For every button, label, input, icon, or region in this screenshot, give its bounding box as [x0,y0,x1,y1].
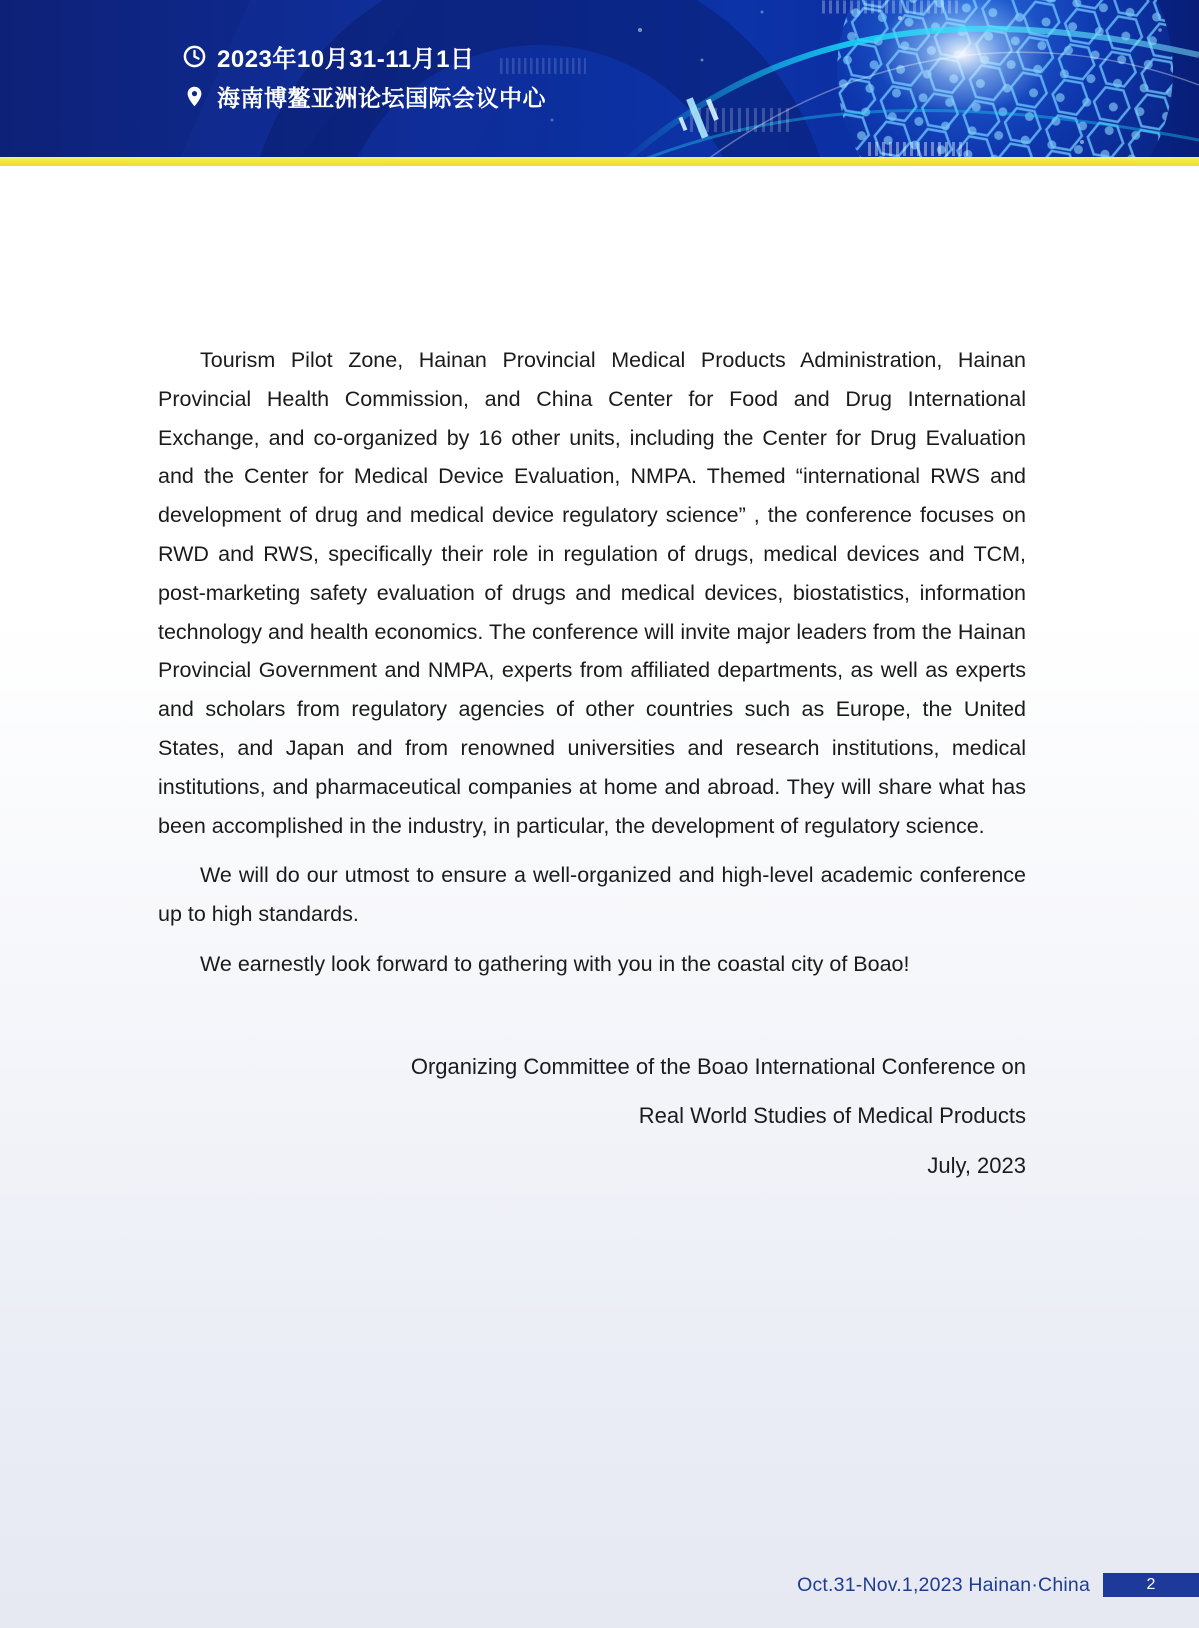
letter-content [158,341,1026,1190]
signature-date: July, 2023 [927,1152,1026,1178]
header-date-text: 2023年10月31-11月1日 [217,46,475,73]
globe-network-graphic [0,0,1199,157]
header-info [183,39,546,113]
header-date-row [183,39,546,74]
page-number-badge: 2 [1103,1573,1199,1597]
header-venue-row [183,80,546,113]
signature-block [158,1042,1026,1191]
signature-line-1: Organizing Committee of the Boao International Conference on [410,1053,1026,1079]
yellow-accent-bar [0,157,1199,166]
signature-line-2: Real World Studies of Medical Products [638,1103,1026,1129]
body-paragraph-2: We will do our utmost to ensure a well-organized and high-level academic conference up to high standards. [158,863,1026,927]
header-venue-text: 海南博鳌亚洲论坛国际会议中心 [217,85,546,111]
page-footer [797,1573,1199,1597]
location-pin-icon [183,85,206,108]
body-paragraph-1: Tourism Pilot Zone, Hainan Provincial Medical Products Administration, Hainan Provincial Health Commission, and China Center for Food and Drug International Exchange, and co-organized by 16 other units, including the Center for Drug Evaluation and the Center for Medical Device Evaluation, NMPA. Themed “international RWS and development of drug and medical device regulatory science” , the conference focuses on RWD and RWS, specifically their role in regulation of drugs, medical devices and TCM, post-marketing safety evaluation of drugs and medical devices, biostatistics, information technology and health economics. The conference will invite major leaders from the Hainan Provincial Government and NMPA, experts from affiliated departments, as well as experts and scholars from regulatory agencies of other countries such as Europe, the United States, and Japan and from renowned universities and research institutions, medical institutions, and pharmaceutical companies at home and abroad. They will share what has been accomplished in the industry, in particular, the development of regulatory science. [158,348,1026,838]
footer-date-location: Oct.31-Nov.1,2023 Hainan·China [797,1573,1090,1596]
page-header [0,0,1199,157]
body-paragraph-3: We earnestly look forward to gathering with you in the coastal city of Boao! [200,951,910,976]
clock-icon [183,45,206,68]
